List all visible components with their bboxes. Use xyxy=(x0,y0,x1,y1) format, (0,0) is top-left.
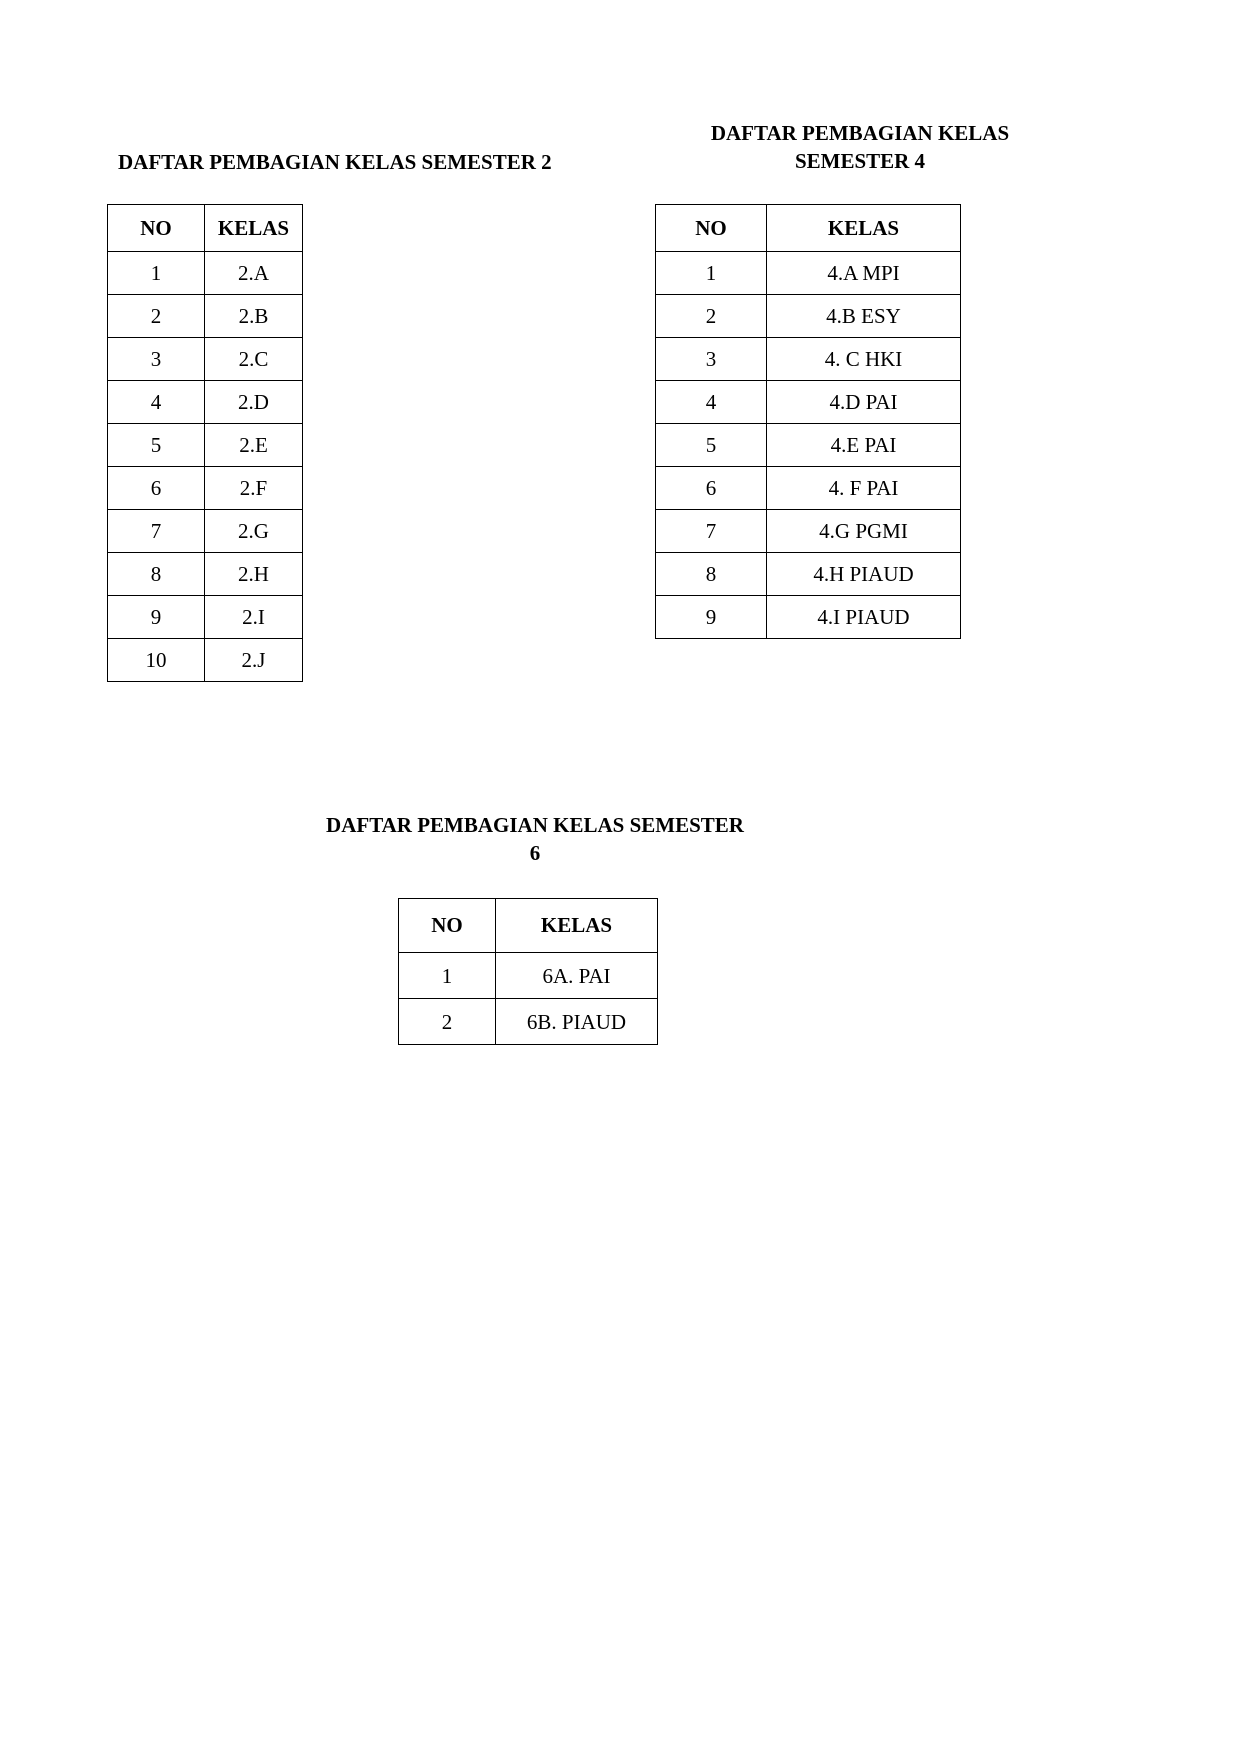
semester-6-title-line-1: DAFTAR PEMBAGIAN KELAS SEMESTER xyxy=(326,813,744,837)
cell-kelas: 2.D xyxy=(205,381,303,424)
cell-kelas: 2.B xyxy=(205,295,303,338)
cell-kelas: 2.A xyxy=(205,252,303,295)
cell-kelas: 4. C HKI xyxy=(767,338,961,381)
table-header-row xyxy=(399,899,658,953)
table-header-row xyxy=(108,205,303,252)
cell-kelas: 4.H PIAUD xyxy=(767,553,961,596)
semester-4-title-line-2: SEMESTER 4 xyxy=(794,149,926,173)
cell-no: 5 xyxy=(656,424,767,467)
header-kelas: KELAS xyxy=(205,205,303,252)
semester-4-table xyxy=(655,204,961,639)
table-row xyxy=(656,424,961,467)
cell-kelas: 2.J xyxy=(205,639,303,682)
cell-kelas: 2.I xyxy=(205,596,303,639)
cell-kelas: 4.D PAI xyxy=(767,381,961,424)
cell-no: 8 xyxy=(108,553,205,596)
cell-no: 6 xyxy=(656,467,767,510)
table-row xyxy=(108,338,303,381)
cell-no: 10 xyxy=(108,639,205,682)
semester-2-table xyxy=(107,204,303,682)
cell-no: 9 xyxy=(656,596,767,639)
table-row xyxy=(108,424,303,467)
cell-kelas: 2.F xyxy=(205,467,303,510)
cell-kelas: 4.E PAI xyxy=(767,424,961,467)
cell-no: 7 xyxy=(108,510,205,553)
header-no: NO xyxy=(399,899,496,953)
semester-6-title xyxy=(290,811,780,867)
table-row xyxy=(108,553,303,596)
table-row xyxy=(108,596,303,639)
cell-no: 1 xyxy=(108,252,205,295)
semester-6-title-line-2: 6 xyxy=(529,841,541,865)
cell-no: 5 xyxy=(108,424,205,467)
header-kelas: KELAS xyxy=(496,899,658,953)
cell-kelas: 4.B ESY xyxy=(767,295,961,338)
semester-2-title: DAFTAR PEMBAGIAN KELAS SEMESTER 2 xyxy=(118,150,552,174)
table-row xyxy=(656,381,961,424)
table-row xyxy=(656,295,961,338)
table-row xyxy=(108,510,303,553)
table-row xyxy=(656,596,961,639)
cell-kelas: 4.A MPI xyxy=(767,252,961,295)
cell-no: 3 xyxy=(108,338,205,381)
cell-kelas: 6B. PIAUD xyxy=(496,999,658,1045)
cell-no: 9 xyxy=(108,596,205,639)
cell-no: 2 xyxy=(656,295,767,338)
table-row xyxy=(108,295,303,338)
table-row xyxy=(108,252,303,295)
semester-4-title-line-1: DAFTAR PEMBAGIAN KELAS xyxy=(710,121,1010,145)
header-kelas: KELAS xyxy=(767,205,961,252)
cell-kelas: 2.C xyxy=(205,338,303,381)
cell-no: 4 xyxy=(108,381,205,424)
cell-kelas: 6A. PAI xyxy=(496,953,658,999)
cell-no: 1 xyxy=(399,953,496,999)
cell-no: 6 xyxy=(108,467,205,510)
cell-kelas: 4. F PAI xyxy=(767,467,961,510)
table-row xyxy=(656,510,961,553)
table-row xyxy=(656,338,961,381)
semester-6-table xyxy=(398,898,658,1045)
table-row xyxy=(108,381,303,424)
table-header-row xyxy=(656,205,961,252)
cell-no: 3 xyxy=(656,338,767,381)
table-row xyxy=(656,553,961,596)
cell-no: 4 xyxy=(656,381,767,424)
table-row xyxy=(656,467,961,510)
table-row xyxy=(656,252,961,295)
header-no: NO xyxy=(108,205,205,252)
cell-no: 7 xyxy=(656,510,767,553)
cell-kelas: 4.I PIAUD xyxy=(767,596,961,639)
cell-no: 8 xyxy=(656,553,767,596)
cell-no: 2 xyxy=(108,295,205,338)
header-no: NO xyxy=(656,205,767,252)
table-row xyxy=(108,467,303,510)
semester-4-title xyxy=(680,119,1040,175)
cell-kelas: 2.H xyxy=(205,553,303,596)
cell-no: 2 xyxy=(399,999,496,1045)
cell-kelas: 2.G xyxy=(205,510,303,553)
table-row xyxy=(108,639,303,682)
cell-no: 1 xyxy=(656,252,767,295)
cell-kelas: 4.G PGMI xyxy=(767,510,961,553)
cell-kelas: 2.E xyxy=(205,424,303,467)
table-row xyxy=(399,999,658,1045)
table-row xyxy=(399,953,658,999)
